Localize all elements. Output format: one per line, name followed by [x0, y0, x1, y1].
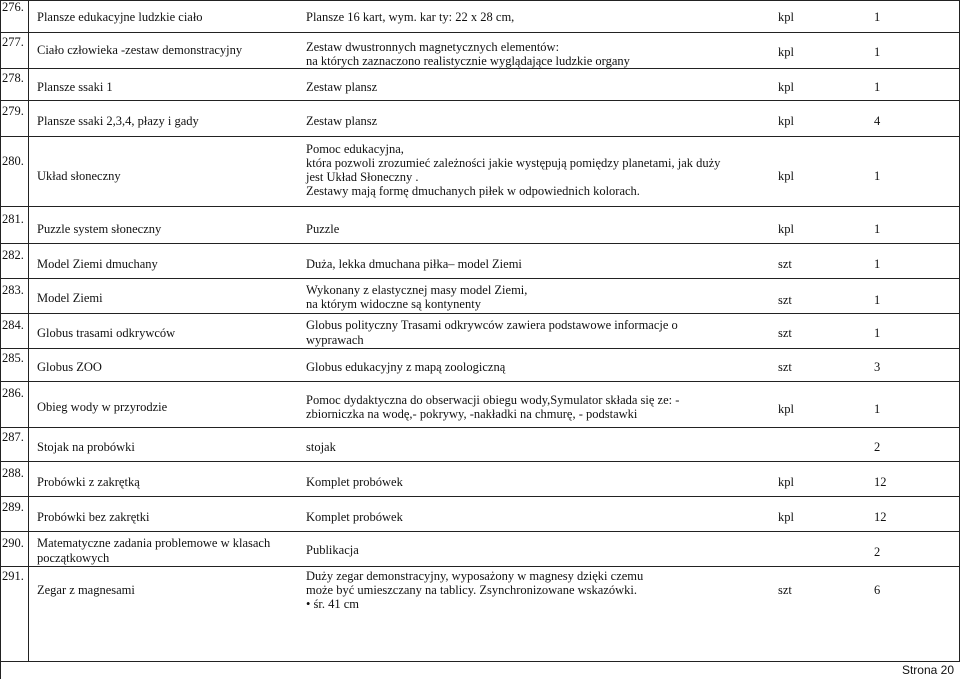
- item-number: 285.: [2, 351, 24, 365]
- row-divider: [0, 381, 960, 382]
- item-unit: kpl: [778, 80, 794, 94]
- item-name: Układ słoneczny: [37, 169, 121, 183]
- item-unit: kpl: [778, 10, 794, 24]
- item-unit: kpl: [778, 114, 794, 128]
- item-unit: kpl: [778, 475, 794, 489]
- item-name: Model Ziemi dmuchany: [37, 257, 158, 271]
- item-name: Stojak na probówki: [37, 440, 135, 454]
- item-description: Puzzle: [306, 222, 340, 236]
- item-number: 281.: [2, 212, 24, 226]
- row-divider: [0, 348, 960, 349]
- item-unit: kpl: [778, 402, 794, 416]
- item-description-line: jest Układ Słoneczny .: [306, 170, 419, 184]
- item-name: Plansze edukacyjne ludzkie ciało: [37, 10, 203, 24]
- row-divider: [0, 32, 960, 33]
- item-unit: szt: [778, 293, 792, 307]
- row-divider: [0, 100, 960, 101]
- item-quantity: 1: [874, 257, 881, 271]
- item-unit: kpl: [778, 45, 794, 59]
- item-quantity: 1: [874, 222, 881, 236]
- item-name: Globus ZOO: [37, 360, 102, 374]
- item-number: 291.: [2, 569, 24, 583]
- item-description-line: na których zaznaczono realistycznie wyglądające ludzkie organy: [306, 54, 630, 68]
- item-description-line: Globus polityczny Trasami odkrywców zawiera podstawowe informacje o: [306, 318, 678, 332]
- row-divider: [0, 531, 960, 532]
- item-unit: szt: [778, 583, 792, 597]
- row-divider: [0, 566, 960, 567]
- item-description-line: na którym widoczne są kontynenty: [306, 297, 481, 311]
- item-number: 277.: [2, 35, 24, 49]
- item-number: 276.: [2, 0, 24, 14]
- item-description: Zestaw plansz: [306, 80, 378, 94]
- row-divider: [0, 427, 960, 428]
- item-description-line: może być umieszczany na tablicy. Zsynchronizowane wskazówki.: [306, 583, 638, 597]
- item-unit: kpl: [778, 169, 794, 183]
- item-number: 288.: [2, 466, 24, 480]
- item-description-line: • śr. 41 cm: [306, 597, 359, 612]
- item-name: Model Ziemi: [37, 291, 103, 305]
- item-quantity: 1: [874, 169, 881, 183]
- item-name: Obieg wody w przyrodzie: [37, 400, 168, 414]
- item-quantity: 4: [874, 114, 881, 128]
- item-name: Probówki z zakrętką: [37, 475, 140, 489]
- item-quantity: 2: [874, 440, 881, 454]
- item-number: 280.: [2, 154, 24, 168]
- item-quantity: 1: [874, 402, 881, 416]
- item-description-line: która pozwoli zrozumieć zależności jakie występują pomiędzy planetami, jak duży: [306, 156, 721, 170]
- page-number: Strona 20: [901, 663, 954, 677]
- item-unit: kpl: [778, 510, 794, 524]
- item-number: 282.: [2, 248, 24, 262]
- item-description-line: Wykonany z elastycznej masy model Ziemi,: [306, 283, 528, 297]
- item-name: Globus trasami odkrywców: [37, 326, 176, 340]
- item-unit: szt: [778, 360, 792, 374]
- item-description: Publikacja: [306, 543, 359, 557]
- table-bottom-border: [0, 661, 960, 662]
- footer-left-border: [0, 661, 1, 679]
- item-number: 284.: [2, 318, 24, 332]
- item-description-line: Zestaw dwustronnych magnetycznych elementów:: [306, 40, 560, 54]
- item-number: 278.: [2, 71, 24, 85]
- item-number: 287.: [2, 430, 24, 444]
- item-description-line: zbiorniczka na wodę,- pokrywy, -nakładki na chmurę, - podstawki: [306, 407, 638, 421]
- row-divider: [0, 206, 960, 207]
- item-description: Komplet probówek: [306, 475, 403, 489]
- item-description: Zestaw plansz: [306, 114, 378, 128]
- item-name: Zegar z magnesami: [37, 583, 135, 597]
- item-unit: szt: [778, 326, 792, 340]
- item-description-line: wyprawach: [306, 333, 364, 347]
- item-name-line: Matematyczne zadania problemowe w klasach: [37, 536, 271, 550]
- item-quantity: 1: [874, 45, 881, 59]
- item-description-line: Pomoc dydaktyczna do obserwacji obiegu wody,Symulator składa się ze: -: [306, 393, 680, 407]
- row-divider: [0, 313, 960, 314]
- item-description: Komplet probówek: [306, 510, 403, 524]
- item-number: 283.: [2, 283, 24, 297]
- row-divider: [0, 461, 960, 462]
- item-description: Globus edukacyjny z mapą zoologiczną: [306, 360, 506, 374]
- item-unit: kpl: [778, 222, 794, 236]
- item-quantity: 1: [874, 80, 881, 94]
- item-number: 286.: [2, 386, 24, 400]
- item-quantity: 12: [874, 510, 887, 524]
- item-quantity: 3: [874, 360, 881, 374]
- row-divider: [0, 496, 960, 497]
- item-number: 279.: [2, 104, 24, 118]
- item-name: Puzzle system słoneczny: [37, 222, 162, 236]
- item-description-line: Duży zegar demonstracyjny, wyposażony w magnesy dzięki czemu: [306, 569, 644, 583]
- top-border: [0, 0, 960, 1]
- row-divider: [0, 136, 960, 137]
- item-description-line: Zestawy mają formę dmuchanych piłek w odpowiednich kolorach.: [306, 184, 640, 198]
- item-name: Plansze ssaki 1: [37, 80, 113, 94]
- item-description: Duża, lekka dmuchana piłka– model Ziemi: [306, 257, 522, 271]
- item-name: Ciało człowieka -zestaw demonstracyjny: [37, 43, 243, 57]
- item-number: 290.: [2, 536, 24, 550]
- item-quantity: 2: [874, 545, 881, 559]
- item-description: Plansze 16 kart, wym. kar ty: 22 x 28 cm,: [306, 10, 515, 24]
- row-divider: [0, 243, 960, 244]
- item-description-line: Pomoc edukacyjna,: [306, 142, 404, 156]
- item-quantity: 1: [874, 326, 881, 340]
- row-divider: [0, 68, 960, 69]
- item-unit: szt: [778, 257, 792, 271]
- item-name: Plansze ssaki 2,3,4, płazy i gady: [37, 114, 199, 128]
- item-description: stojak: [306, 440, 336, 454]
- item-name-line: początkowych: [37, 551, 110, 565]
- item-quantity: 1: [874, 293, 881, 307]
- item-number: 289.: [2, 500, 24, 514]
- item-quantity: 6: [874, 583, 881, 597]
- item-quantity: 1: [874, 10, 881, 24]
- row-divider: [0, 278, 960, 279]
- item-quantity: 12: [874, 475, 887, 489]
- item-name: Probówki bez zakrętki: [37, 510, 150, 524]
